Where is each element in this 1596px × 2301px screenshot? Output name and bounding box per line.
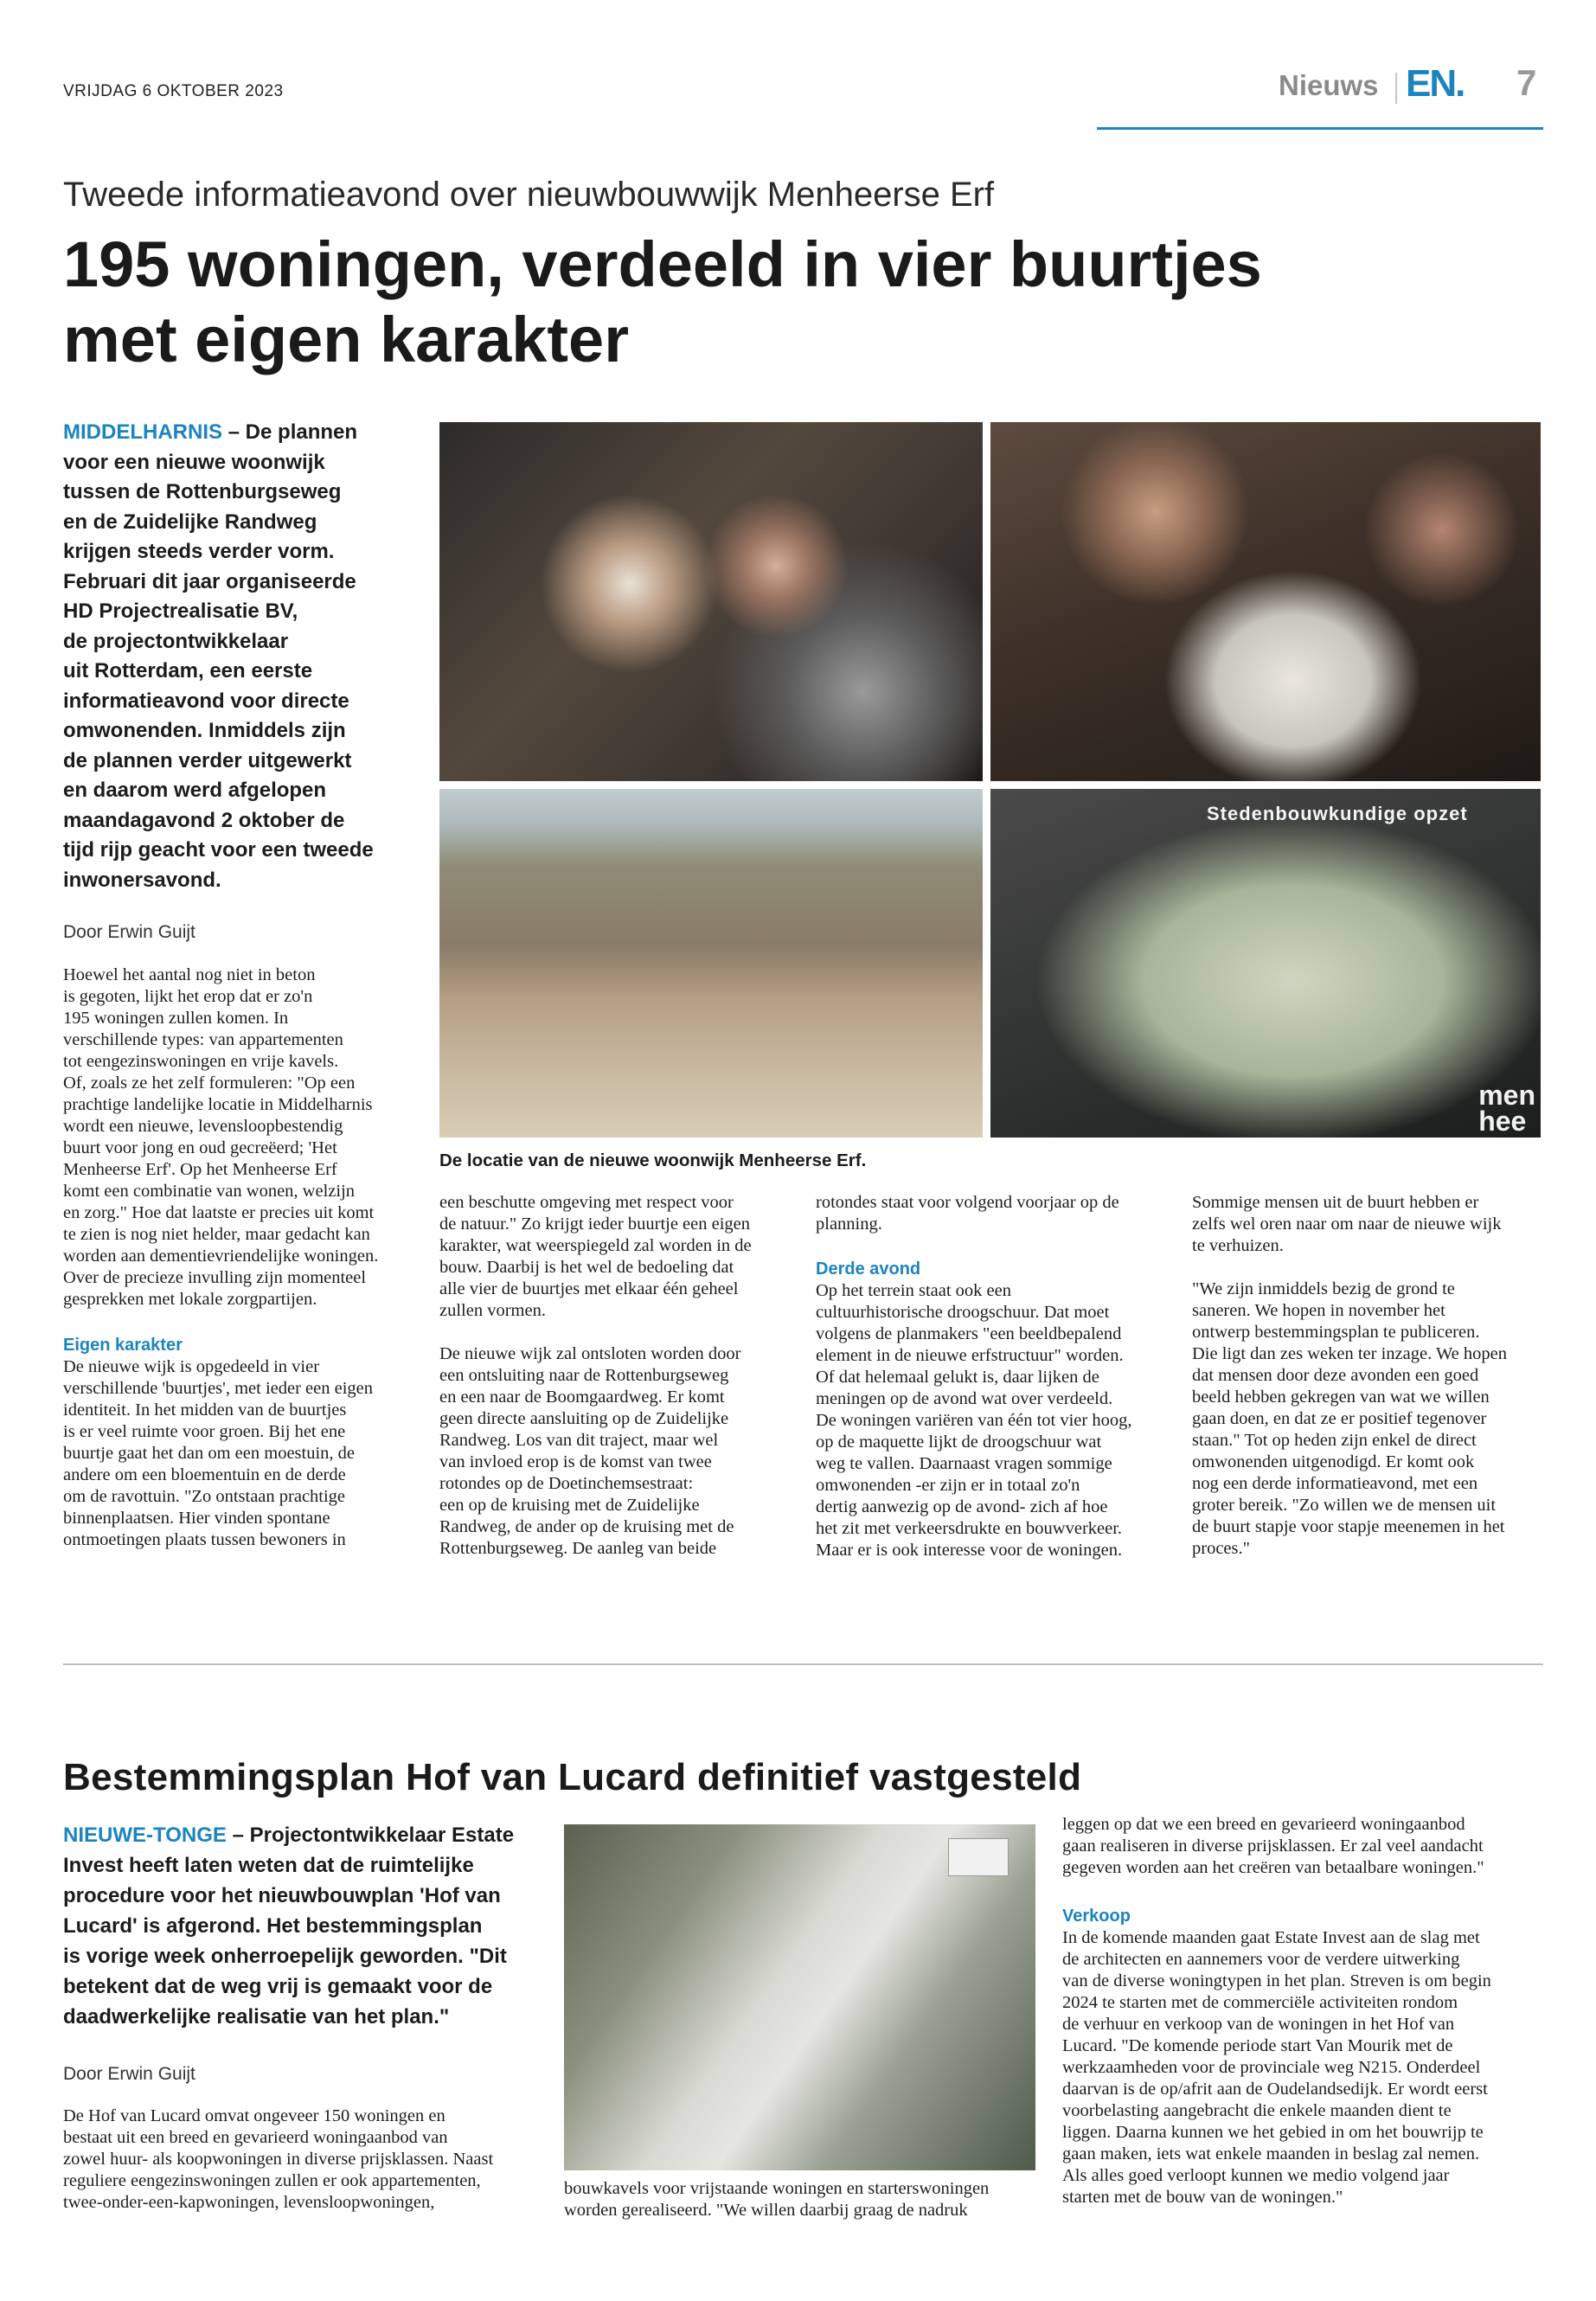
article-divider [63, 1663, 1543, 1665]
photo-aerial-view [439, 789, 983, 1138]
page-number: 7 [1516, 62, 1537, 103]
newspaper-logo: EN. [1406, 62, 1465, 105]
header-divider [1395, 73, 1397, 104]
article1-headline: 195 woningen, verdeeld in vier buurtjes met eigen karakter [63, 228, 1262, 375]
photo-plan-brand: men hee [1478, 1080, 1535, 1137]
article1-col1-paragraph-2: De nieuwe wijk is opgedeeld in vier verschillende 'buurtjes', met ieder een eigen identiteit. In het midden van de buurtjes is er veel ruimte voor groen. Bij het ene buurtje gaat het dan om een moestuin, de andere om een bloementuin en de derde om de ravottuin. "Zo ontstaan prachtige binnenplaatsen. Hier vinden spontane ontmoetingen plaats tussen bewoners in [63, 1357, 374, 1549]
article1-lead-text: – De plannen voor een nieuwe woonwijk tussen de Rottenburgseweg en de Zuidelijke Randweg krijgen steeds verder vorm. Februari dit jaar organiseerde HD Projectrealisatie BV, de projectontwikkelaar uit Rotterdam, een eerste informatieavond voor directe omwonenden. Inmiddels zijn de plannen verder uitgewerkt en daarom werd afgelopen maandagavond 2 oktober de tijd rijp geacht voor een tweede inwonersavond. [63, 420, 374, 892]
article2-col1-text: De Hof van Lucard omvat ongeveer 150 woningen en bestaat uit een breed en gevarieerd woningaanbod van zowel huur- als koopwoningen in diverse prijsklassen. Naast reguliere eengezinswoningen zullen er ook appartementen, twee-onder-een-kapwoningen, levensloopwoningen, [63, 2106, 494, 2212]
article1-lead [63, 418, 444, 895]
article1-byline: Door Erwin Guijt [63, 922, 195, 942]
article1-col3-paragraph-2: Op het terrein staat ook een cultuurhistorische droogschuur. Dat moet volgens de planmakers "een beeldbepalend element in de nieuwe erfstructuur" worden. Of dat helemaal gelukt is, daar lijken de meningen op de avond wat over verdeeld. De woningen variëren van één tot vier hoog, op de maquette lijkt de droogschuur wat weg te vallen. Daarnaast vragen sommige omwonenden -er zijn er in totaal zo'n dertig aanwezig op de avond- zich af hoe het zit met verkeersdrukte en bouwverkeer. Maar er is ook interesse voor de woningen. [816, 1281, 1132, 1560]
article2-byline: Door Erwin Guijt [63, 2064, 195, 2084]
article2-col2-text: bouwkavels voor vrijstaande woningen en starterswoningen worden gerealiseerd. "We willen daarbij graag de nadruk [564, 2179, 990, 2220]
photo-residents-at-maquette [990, 422, 1541, 781]
photo-urban-plan-model [990, 789, 1541, 1138]
article2-lead-text: – Projectontwikkelaar Estate Invest heeft laten weten dat de ruimtelijke procedure voor het nieuwbouwplan 'Hof van Lucard' is afgerond. Het bestemmingsplan is vorige week onherroepelijk geworden. "Dit betekent dat de weg vrij is gemaakt voor de daadwerkelijke realisatie van het plan." [63, 1823, 515, 2029]
article2-col3-paragraph: leggen op dat we een breed en gevarieerd woningaanbod gaan realiseren in diverse prijsklassen. Er zal veel aandacht gegeven worden aan het creëren van betaalbare woningen." [1062, 1815, 1484, 1877]
photo-caption: De locatie van de nieuwe woonwijk Menheerse Erf. [439, 1150, 867, 1170]
photo-plan-title: Stedenbouwkundige opzet [1207, 803, 1468, 824]
article1-subhead-derde-avond: Derde avond [816, 1259, 921, 1279]
article1-col4-text: Sommige mensen uit de buurt hebben er zelfs wel oren naar om naar de nieuwe wijk te verhuizen. "We zijn inmiddels bezig de grond te saneren. We hopen in november het ontwerp bestemmingsplan te publiceren. Die ligt dan zes weken ter inzage. We hopen dat mensen door deze avonden een goed beeld hebben gekregen van wat we willen gaan doen, en dat ze er positief tegenover staan." Tot op heden zijn enkel de direct omwonenden uitgenodigd. Er komt ook nog een derde informatieavond, met een groter bereik. "Zo willen we de mensen uit de buurt stapje voor stapje meenemen in het proces." [1192, 1193, 1507, 1558]
header-rule [1097, 127, 1543, 130]
article2-subhead-verkoop: Verkoop [1062, 1907, 1131, 1926]
article1-col1-paragraph: Hoewel het aantal nog niet in beton is gegoten, lijkt het erop dat er zo'n 195 woningen zullen komen. In verschillende types: van appartementen tot eengezinswoningen en vrije kavels. Of, zoals ze het zelf formuleren: "Op een prachtige landelijke locatie in Middelharnis wordt een nieuwe, levensloopbestendig buurt voor jong en oud gecreëerd; 'Het Menheerse Erf'. Op het Menheerse Erf komt een combinatie van wonen, welzijn en zorg." Hoe dat laatste er precies uit komt te zien is nog niet helder, maar gedacht kan worden aan dementievriendelijke woningen. Over de precieze invulling zijn momenteel gesprekken met lokale zorgpartijen. [63, 965, 379, 1309]
article1-kicker: Tweede informatieavond over nieuwbouwwijk Menheerse Erf [63, 176, 995, 214]
article2-place: NIEUWE-TONGE [63, 1823, 227, 1847]
photo-overlay-logo [948, 1838, 1009, 1876]
article2-col3-paragraph-2: In de komende maanden gaat Estate Invest aan de slag met de architecten en aannemers voor de verdere uitwerking van de diverse woningtypen in het plan. Streven is om begin 2024 te starten met de commerciële activiteiten rondom de verhuur en verkoop van de woningen in het Hof van Lucard. "De komende periode start Van Mourik met de werkzaamheden voor de provinciale weg N215. Onderdeel daarvan is de op/afrit aan de Oudelandsedijk. Er wordt eerst voorbelasting aangebracht die enkele maanden dient te liggen. Daarna kunnen we het gebied in om het bouwrijp te gaan maken, iets wat enkele maanden in beslag zal nemen. Als alles goed verloopt kunnen we medio volgend jaar starten met de bouw van de woningen." [1062, 1928, 1491, 2207]
article2-headline: Bestemmingsplan Hof van Lucard definitief vastgesteld [63, 1756, 1082, 1798]
article2-lead [63, 1820, 548, 2032]
article1-subhead-eigen-karakter: Eigen karakter [63, 1336, 183, 1355]
article1-col3-paragraph: rotondes staat voor volgend voorjaar op de planning. [816, 1193, 1119, 1234]
issue-date: VRIJDAG 6 OKTOBER 2023 [63, 82, 284, 100]
photo-presentation-crowd [439, 422, 983, 781]
article1-place: MIDDELHARNIS [63, 420, 222, 444]
article1-col2-text: een beschutte omgeving met respect voor de natuur." Zo krijgt ieder buurtje een eigen karakter, wat weerspiegeld zal worden in de bouw. Daarbij is het wel de bedoeling dat alle vier de buurtjes met elkaar één geheel zullen vormen. De nieuwe wijk zal ontsloten worden door een ontsluiting naar de Rottenburgseweg en een naar de Boomgaardweg. Er komt geen directe aansluiting op de Zuidelijke Randweg. Los van dit traject, maar wel van invloed erop is de komst van twee rotondes op de Doetinchemsestraat: een op de kruising met de Zuidelijke Randweg, de ander op de kruising met de Rottenburgseweg. De aanleg van beide [439, 1193, 752, 1558]
section-label: Nieuws [1279, 69, 1379, 101]
photo-aerial-hof-van-lucard [564, 1824, 1035, 2170]
